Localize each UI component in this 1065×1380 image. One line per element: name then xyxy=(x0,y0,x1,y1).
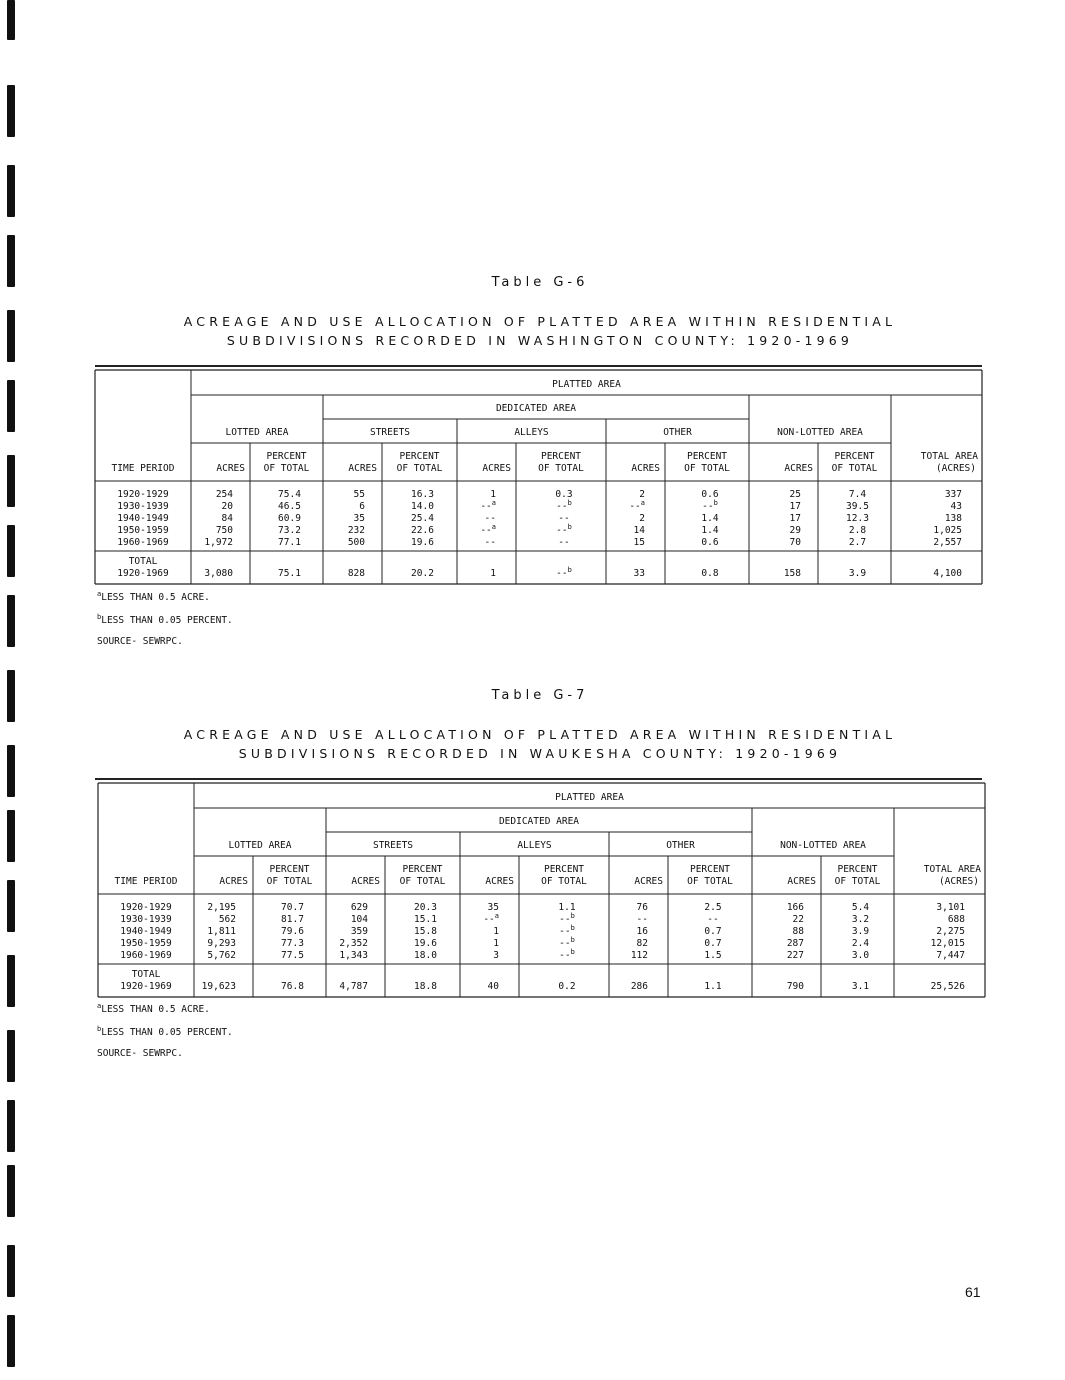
table-row-cell: 1.5 xyxy=(704,950,722,961)
streets-header: STREETS xyxy=(372,840,414,851)
time-period-cell: 1920-1929 xyxy=(120,902,172,913)
table-note: SOURCE- SEWRPC. xyxy=(97,1048,183,1059)
lotted-area-header: LOTTED AREA xyxy=(228,840,292,851)
table-row-cell: 35 xyxy=(353,513,365,524)
table-row-cell: 75.4 xyxy=(278,489,301,500)
total-area-acres-header: (ACRES) xyxy=(935,463,976,474)
table-row-cell: 0.3 xyxy=(555,489,573,500)
table-row-cell: 5.4 xyxy=(851,902,870,913)
table-row-cell: 15.1 xyxy=(414,914,437,925)
table-row-cell: 166 xyxy=(786,902,804,913)
table-row-cell: 138 xyxy=(944,513,962,524)
table-row-cell: 1,343 xyxy=(339,950,368,961)
table-row-cell: 77.1 xyxy=(278,537,301,548)
table-row-cell: 55 xyxy=(353,489,365,500)
table-row-cell: 2,275 xyxy=(936,926,965,937)
total-row-cell: 18.8 xyxy=(414,981,437,992)
percent-header: PERCENT xyxy=(543,864,585,875)
table-row-cell: --$^b$ xyxy=(559,948,575,961)
table-g6-title-line1: ACREAGE AND USE ALLOCATION OF PLATTED AREA WITHIN RESIDENTIAL xyxy=(183,314,897,329)
total-row-cell: 158 xyxy=(783,568,801,579)
table-row-cell: 18.0 xyxy=(414,950,437,961)
time-period-cell: 1920-1929 xyxy=(117,489,169,500)
table-row-cell: 76 xyxy=(636,902,648,913)
acres-header: ACRES xyxy=(482,463,511,474)
table-g7-title-line1: ACREAGE AND USE ALLOCATION OF PLATTED AREA WITHIN RESIDENTIAL xyxy=(183,727,897,742)
other-header: OTHER xyxy=(663,427,692,438)
table-row-cell: 43 xyxy=(950,501,962,512)
table-row-cell: --$^b$ xyxy=(556,523,572,536)
total-row-cell: 3,080 xyxy=(204,568,233,579)
total-row-cell: 1.1 xyxy=(704,981,722,992)
table-row-cell: 9,293 xyxy=(207,938,236,949)
percent-header: PERCENT xyxy=(399,451,440,462)
table-note: $^b$LESS THAN 0.05 PERCENT. xyxy=(97,1025,233,1039)
acres-header: ACRES xyxy=(485,876,514,887)
table-g7-number: Table G-7 xyxy=(491,688,589,703)
total-area-header: TOTAL AREA xyxy=(923,864,981,875)
table-row-cell: 0.7 xyxy=(704,938,722,949)
table-row-cell: 1,972 xyxy=(204,537,233,548)
table-row-cell: 19.6 xyxy=(414,938,437,949)
table-row-cell: 7,447 xyxy=(936,950,965,961)
alleys-header: ALLEYS xyxy=(514,427,549,438)
table-row-cell: 3.2 xyxy=(851,914,870,925)
acres-header: ACRES xyxy=(631,463,660,474)
table-row-cell: 3.9 xyxy=(851,926,870,937)
total-row-cell: 1 xyxy=(490,568,496,579)
of-total-header: OF TOTAL xyxy=(541,876,587,887)
table-row-cell: 17 xyxy=(789,501,801,512)
table-row-cell: 7.4 xyxy=(848,489,867,500)
of-total-header: OF TOTAL xyxy=(834,876,881,887)
time-period-cell: 1930-1939 xyxy=(117,501,169,512)
total-label: 1920-1969 xyxy=(117,568,169,579)
table-row-cell: 3 xyxy=(493,950,499,961)
table-row-cell: -- xyxy=(558,537,570,548)
table-row-cell: 19.6 xyxy=(411,537,434,548)
acres-header: ACRES xyxy=(784,463,813,474)
table-row-cell: --$^b$ xyxy=(559,924,575,937)
total-row-cell: 76.8 xyxy=(281,981,304,992)
time-period-header: TIME PERIOD xyxy=(114,876,178,887)
percent-header: PERCENT xyxy=(402,864,443,875)
of-total-header: OF TOTAL xyxy=(396,463,443,474)
total-row-cell: 40 xyxy=(487,981,499,992)
alleys-header: ALLEYS xyxy=(517,840,552,851)
total-row-cell: 828 xyxy=(347,568,365,579)
table-row-cell: 500 xyxy=(347,537,365,548)
table-row-cell: -- xyxy=(484,513,496,524)
total-row-cell: 3.9 xyxy=(848,568,867,579)
table-row-cell: 337 xyxy=(944,489,962,500)
table-row-cell: 88 xyxy=(792,926,804,937)
table-row-cell: 15.8 xyxy=(414,926,437,937)
table-row-cell: 15 xyxy=(633,537,645,548)
acres-header: ACRES xyxy=(351,876,380,887)
time-period-cell: 1960-1969 xyxy=(117,537,169,548)
table-row-cell: 0.7 xyxy=(704,926,722,937)
total-row-cell: 0.8 xyxy=(701,568,719,579)
of-total-header: OF TOTAL xyxy=(831,463,878,474)
table-row-cell: 2,352 xyxy=(339,938,368,949)
total-row-cell: 33 xyxy=(633,568,645,579)
table-row-cell: -- xyxy=(558,513,570,524)
table-row-cell: --$^b$ xyxy=(559,936,575,949)
table-row-cell: 3.0 xyxy=(851,950,870,961)
table-row-cell: 1.1 xyxy=(558,902,576,913)
table-g6-title-line2: SUBDIVISIONS RECORDED IN WASHINGTON COUNTY: 1920-1969 xyxy=(226,333,854,348)
percent-header: PERCENT xyxy=(686,451,728,462)
table-note: $^b$LESS THAN 0.05 PERCENT. xyxy=(97,613,233,627)
table-row-cell: 5,762 xyxy=(207,950,236,961)
table-row-cell: 79.6 xyxy=(281,926,304,937)
table-row-cell: 0.6 xyxy=(701,537,719,548)
of-total-header: OF TOTAL xyxy=(263,463,310,474)
time-period-cell: 1930-1939 xyxy=(120,914,172,925)
table-row-cell: 2 xyxy=(639,513,645,524)
table-g7-notes xyxy=(97,1002,233,1071)
table-row-cell: 14.0 xyxy=(411,501,434,512)
other-header: OTHER xyxy=(666,840,695,851)
of-total-header: OF TOTAL xyxy=(399,876,446,887)
total-row-cell: 25,526 xyxy=(930,981,965,992)
time-period-cell: 1940-1949 xyxy=(117,513,169,524)
table-g6-number: Table G-6 xyxy=(491,275,589,290)
table-row-cell: 629 xyxy=(350,902,368,913)
total-label: TOTAL xyxy=(131,969,161,980)
table-row-cell: -- xyxy=(636,914,648,925)
table-row-cell: 20.3 xyxy=(414,902,437,913)
table-row-cell: 29 xyxy=(789,525,801,536)
table-row-cell: 1,025 xyxy=(933,525,962,536)
of-total-header: OF TOTAL xyxy=(538,463,584,474)
table-row-cell: -- xyxy=(484,537,496,548)
table-g7-title-line2: SUBDIVISIONS RECORDED IN WAUKESHA COUNTY: 1920-1969 xyxy=(238,746,842,761)
table-row-cell: 688 xyxy=(947,914,965,925)
table-row-cell: --$^a$ xyxy=(629,499,645,512)
percent-header: PERCENT xyxy=(689,864,731,875)
table-row-cell: 562 xyxy=(218,914,236,925)
of-total-header: OF TOTAL xyxy=(266,876,313,887)
platted-area-header: PLATTED AREA xyxy=(555,792,624,803)
total-row-cell: 3.1 xyxy=(851,981,870,992)
table-row-cell: 6 xyxy=(359,501,365,512)
table-row-cell: 287 xyxy=(786,938,804,949)
table-row-cell: 0.6 xyxy=(701,489,719,500)
total-row-cell: 0.2 xyxy=(558,981,576,992)
time-period-header: TIME PERIOD xyxy=(111,463,175,474)
table-row-cell: --$^b$ xyxy=(702,499,718,512)
table-row-cell: 35 xyxy=(487,902,499,913)
time-period-cell: 1950-1959 xyxy=(117,525,169,536)
platted-area-header: PLATTED AREA xyxy=(552,379,621,390)
table-row-cell: 12,015 xyxy=(930,938,965,949)
table-row-cell: 14 xyxy=(633,525,645,536)
of-total-header: OF TOTAL xyxy=(684,463,730,474)
table-note: $^a$LESS THAN 0.5 ACRE. xyxy=(97,590,210,604)
acres-header: ACRES xyxy=(348,463,377,474)
table-row-cell: 39.5 xyxy=(846,501,869,512)
lotted-area-header: LOTTED AREA xyxy=(225,427,289,438)
total-row-cell: --$^b$ xyxy=(556,566,572,579)
table-row-cell: 25 xyxy=(789,489,801,500)
total-label: TOTAL xyxy=(128,556,158,567)
table-row-cell: 73.2 xyxy=(278,525,301,536)
table-row-cell: 2 xyxy=(639,489,645,500)
acres-header: ACRES xyxy=(787,876,816,887)
table-row-cell: 2.7 xyxy=(848,537,867,548)
dedicated-area-header: DEDICATED AREA xyxy=(498,816,580,827)
acres-header: ACRES xyxy=(219,876,248,887)
table-row-cell: --$^a$ xyxy=(480,499,496,512)
non-lotted-area-header: NON-LOTTED AREA xyxy=(777,427,863,438)
total-row-cell: 19,623 xyxy=(201,981,236,992)
table-row-cell: 1.4 xyxy=(701,525,719,536)
table-row-cell: 227 xyxy=(786,950,804,961)
page-number: 61 xyxy=(965,1284,981,1300)
percent-header: PERCENT xyxy=(266,451,307,462)
percent-header: PERCENT xyxy=(837,864,878,875)
table-row-cell: 3,101 xyxy=(936,902,965,913)
table-row-cell: 16.3 xyxy=(411,489,434,500)
table-row-cell: 12.3 xyxy=(846,513,869,524)
dedicated-area-header: DEDICATED AREA xyxy=(495,403,577,414)
total-row-cell: 4,787 xyxy=(339,981,368,992)
table-row-cell: 112 xyxy=(630,950,648,961)
of-total-header: OF TOTAL xyxy=(687,876,733,887)
table-row-cell: 2.5 xyxy=(704,902,722,913)
table-row-cell: 254 xyxy=(215,489,233,500)
non-lotted-area-header: NON-LOTTED AREA xyxy=(780,840,866,851)
time-period-cell: 1960-1969 xyxy=(120,950,172,961)
table-row-cell: 104 xyxy=(350,914,368,925)
table-row-cell: 1 xyxy=(493,926,499,937)
table-row-cell: 16 xyxy=(636,926,648,937)
table-row-cell: 77.3 xyxy=(281,938,304,949)
percent-header: PERCENT xyxy=(269,864,310,875)
table-row-cell: 2.8 xyxy=(848,525,867,536)
total-row-cell: 75.1 xyxy=(278,568,301,579)
table-row-cell: 17 xyxy=(789,513,801,524)
table-row-cell: 2,195 xyxy=(207,902,236,913)
table-row-cell: -- xyxy=(707,914,719,925)
table-row-cell: 25.4 xyxy=(411,513,434,524)
time-period-cell: 1950-1959 xyxy=(120,938,172,949)
table-row-cell: 1.4 xyxy=(701,513,719,524)
percent-header: PERCENT xyxy=(540,451,582,462)
total-area-header: TOTAL AREA xyxy=(920,451,978,462)
total-row-cell: 20.2 xyxy=(411,568,434,579)
total-row-cell: 790 xyxy=(786,981,804,992)
table-row-cell: 1 xyxy=(490,489,496,500)
table-row-cell: 1,811 xyxy=(207,926,236,937)
total-label: 1920-1969 xyxy=(120,981,172,992)
total-row-cell: 286 xyxy=(630,981,648,992)
table-row-cell: 232 xyxy=(347,525,365,536)
table-row-cell: 22.6 xyxy=(411,525,434,536)
table-row-cell: 60.9 xyxy=(278,513,301,524)
acres-header: ACRES xyxy=(634,876,663,887)
table-row-cell: --$^b$ xyxy=(556,499,572,512)
table-row-cell: 2.4 xyxy=(851,938,870,949)
table-row-cell: 81.7 xyxy=(281,914,304,925)
streets-header: STREETS xyxy=(369,427,411,438)
table-row-cell: --$^a$ xyxy=(480,523,496,536)
table-row-cell: --$^b$ xyxy=(559,912,575,925)
total-row-cell: 4,100 xyxy=(933,568,962,579)
total-area-acres-header: (ACRES) xyxy=(938,876,979,887)
acres-header: ACRES xyxy=(216,463,245,474)
table-row-cell: 82 xyxy=(636,938,648,949)
table-row-cell: 84 xyxy=(221,513,233,524)
table-row-cell: 70.7 xyxy=(281,902,304,913)
table-row-cell: --$^a$ xyxy=(483,912,499,925)
table-row-cell: 359 xyxy=(350,926,368,937)
table-row-cell: 70 xyxy=(789,537,801,548)
table-row-cell: 22 xyxy=(792,914,804,925)
table-row-cell: 46.5 xyxy=(278,501,301,512)
table-row-cell: 77.5 xyxy=(281,950,304,961)
time-period-cell: 1940-1949 xyxy=(120,926,172,937)
table-row-cell: 20 xyxy=(221,501,233,512)
table-row-cell: 2,557 xyxy=(933,537,962,548)
table-row-cell: 1 xyxy=(493,938,499,949)
table-note: $^a$LESS THAN 0.5 ACRE. xyxy=(97,1002,210,1016)
table-note: SOURCE- SEWRPC. xyxy=(97,636,183,647)
percent-header: PERCENT xyxy=(834,451,875,462)
table-row-cell: 750 xyxy=(215,525,233,536)
